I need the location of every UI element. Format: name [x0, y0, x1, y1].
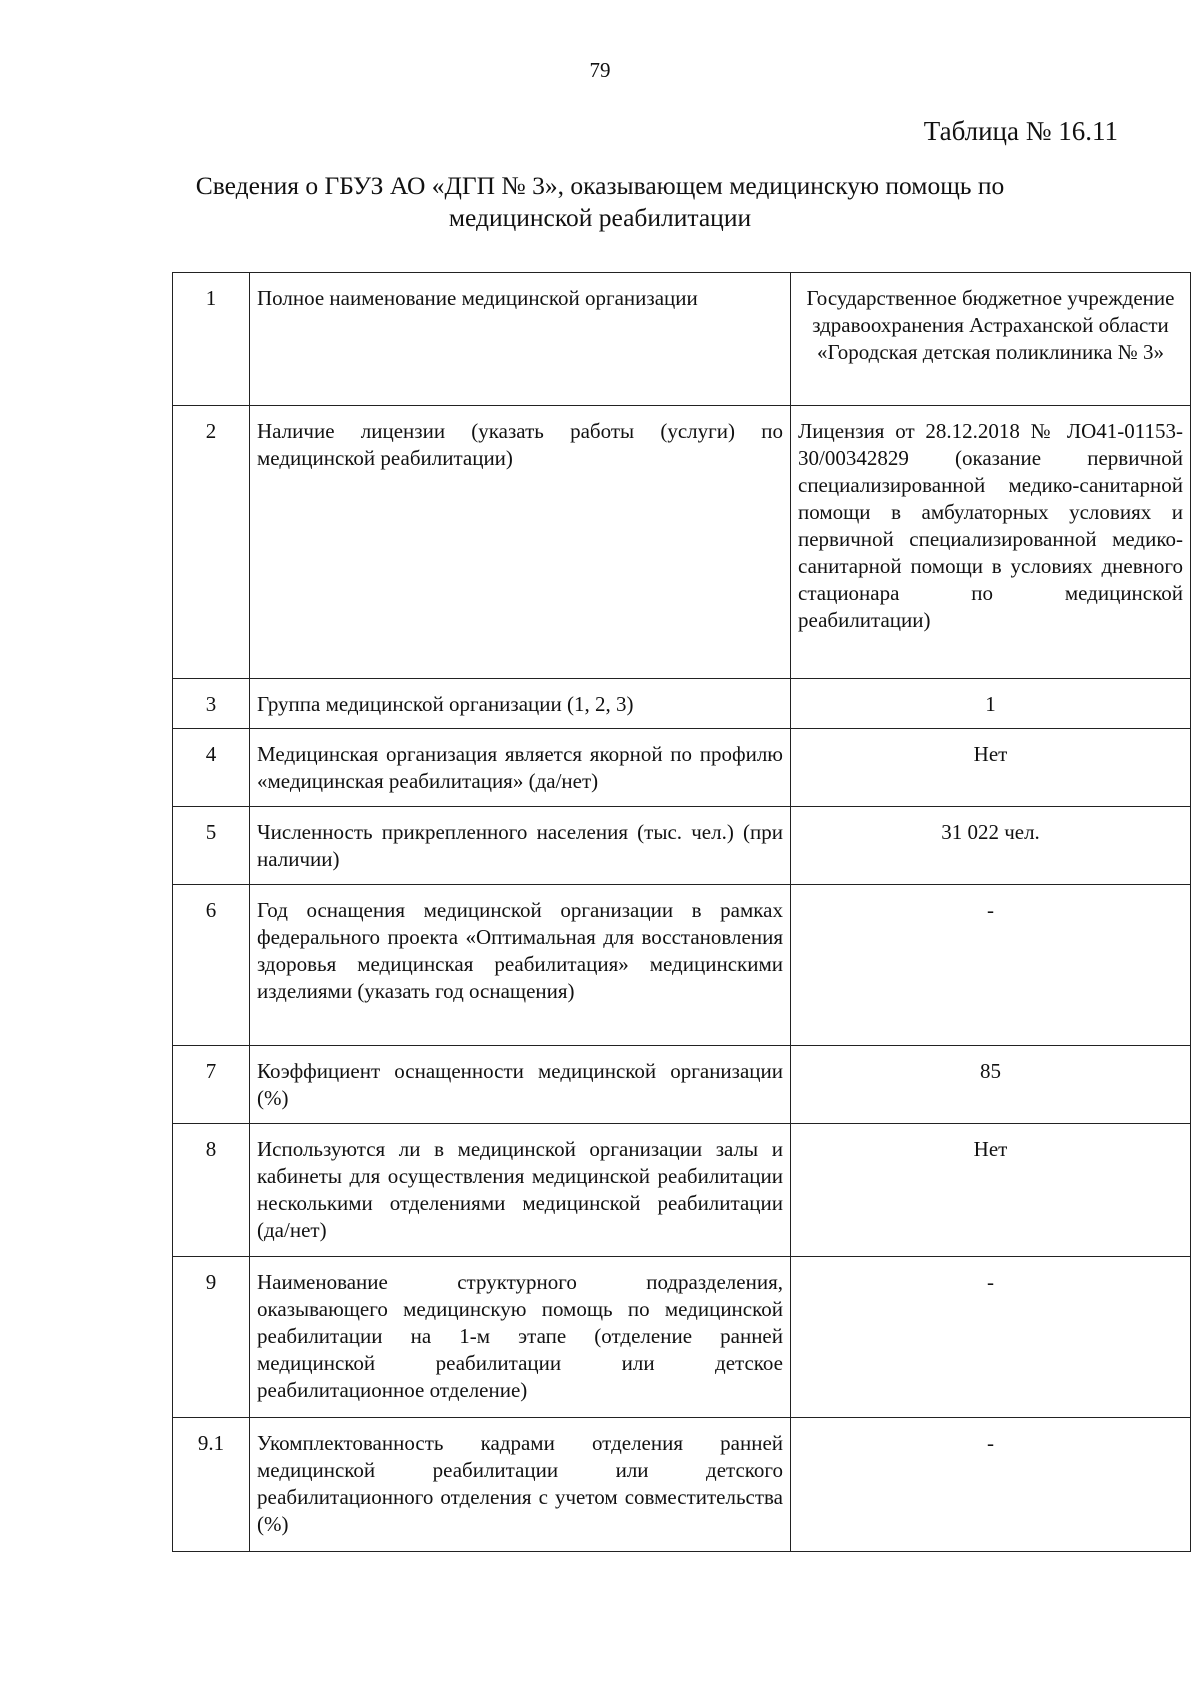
row-label: Год оснащения медицинской организации в рамках федерального проекта «Оптимальная для восстановления здоровья медицинская реабилитация» медицинскими изделиями (указать год оснащения) — [250, 885, 791, 1046]
row-value: Лицензия от 28.12.2018 № ЛО41-01153-30/00342829 (оказание первичной специализированной медико-санитарной помощи в амбулаторных условиях и первичной специализированной медико-санитарной помощи в условиях дневного стационара по медицинской реабилитации) — [791, 406, 1191, 679]
row-value: - — [791, 885, 1191, 1046]
document-title: Сведения о ГБУЗ АО «ДГП № 3», оказывающем медицинскую помощь по медицинской реабилитации — [195, 171, 1005, 232]
row-label: Медицинская организация является якорной по профилю «медицинская реабилитация» (да/нет) — [250, 729, 791, 807]
row-value: Нет — [791, 1124, 1191, 1257]
table-row — [173, 273, 1191, 406]
table-row — [173, 807, 1191, 885]
table-row — [173, 729, 1191, 807]
row-value: - — [791, 1418, 1191, 1552]
row-number: 4 — [173, 729, 250, 807]
row-value: 1 — [791, 679, 1191, 729]
table-row — [173, 1124, 1191, 1257]
table-row — [173, 406, 1191, 679]
page-number: 79 — [589, 58, 611, 82]
row-number: 6 — [173, 885, 250, 1046]
info-table — [172, 272, 1191, 1552]
table-row — [173, 1046, 1191, 1124]
row-number: 9 — [173, 1257, 250, 1418]
row-value: - — [791, 1257, 1191, 1418]
row-label: Коэффициент оснащенности медицинской организации (%) — [250, 1046, 791, 1124]
table-row — [173, 679, 1191, 729]
row-number: 9.1 — [173, 1418, 250, 1552]
table-row — [173, 1418, 1191, 1552]
row-value: Нет — [791, 729, 1191, 807]
row-label: Используются ли в медицинской организации залы и кабинеты для осуществления медицинской реабилитации несколькими отделениями медицинской реабилитации (да/нет) — [250, 1124, 791, 1257]
table-label: Таблица № 16.11 — [923, 116, 1118, 146]
row-label: Укомплектованность кадрами отделения ранней медицинской реабилитации или детского реабилитационного отделения с учетом совместительства (%) — [250, 1418, 791, 1552]
row-label: Наличие лицензии (указать работы (услуги) по медицинской реабилитации) — [250, 406, 791, 679]
row-number: 3 — [173, 679, 250, 729]
row-value: 85 — [791, 1046, 1191, 1124]
row-number: 7 — [173, 1046, 250, 1124]
row-value: Государственное бюджетное учреждение здравоохранения Астраханской области «Городская детская поликлиника № 3» — [791, 273, 1191, 406]
row-number: 1 — [173, 273, 250, 406]
row-number: 2 — [173, 406, 250, 679]
row-number: 8 — [173, 1124, 250, 1257]
row-label: Наименование структурного подразделения, оказывающего медицинскую помощь по медицинской реабилитации на 1-м этапе (отделение ранней медицинской реабилитации или детское реабилитационное отделение) — [250, 1257, 791, 1418]
row-label: Полное наименование медицинской организации — [250, 273, 791, 406]
row-value: 31 022 чел. — [791, 807, 1191, 885]
row-number: 5 — [173, 807, 250, 885]
row-label: Численность прикрепленного населения (тыс. чел.) (при наличии) — [250, 807, 791, 885]
table-row — [173, 1257, 1191, 1418]
table-row — [173, 885, 1191, 1046]
row-label: Группа медицинской организации (1, 2, 3) — [250, 679, 791, 729]
